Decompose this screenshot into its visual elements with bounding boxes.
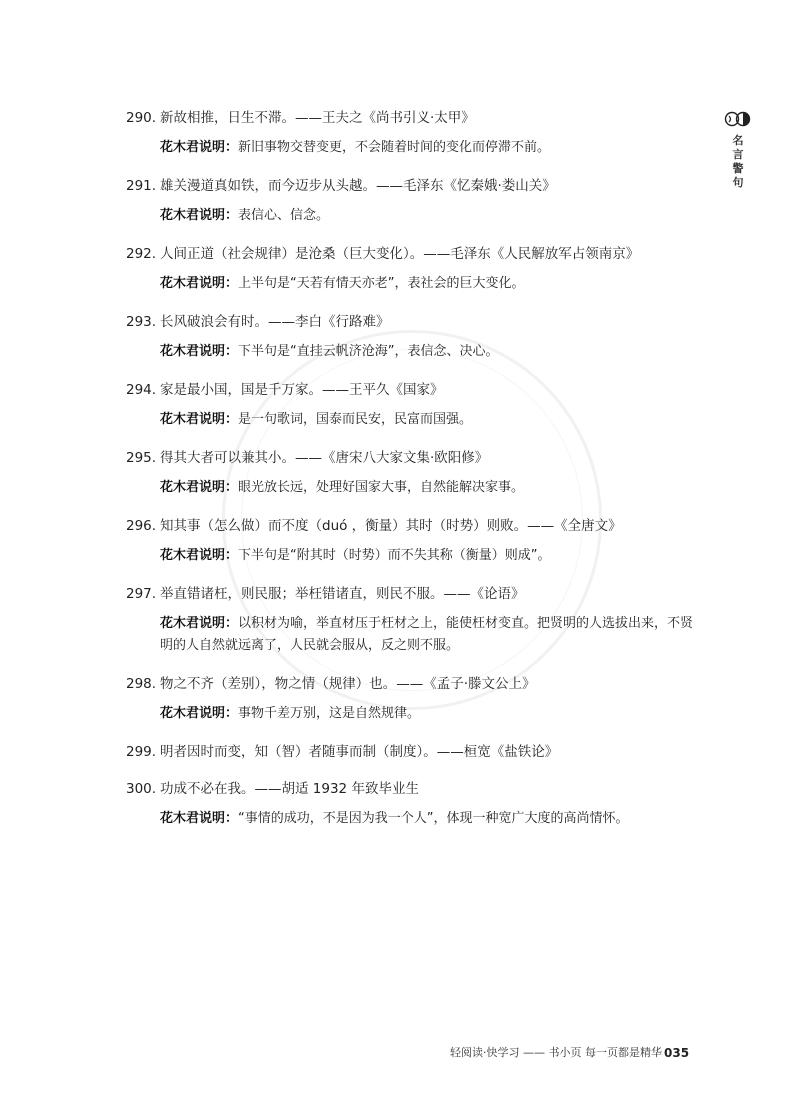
quote-text: 举直错诸枉，则民服；举枉错诸直，则民不服。——《论语》 (160, 586, 525, 602)
footer-slogan: 轻阅读·快学习 —— 书小页 每一页都是精华 (450, 1046, 662, 1059)
explanation-label: 花木君说明： (160, 412, 239, 427)
page-footer (0, 1044, 800, 1064)
quote-number: 290. (126, 110, 157, 126)
quote-text: 得其大者可以兼其小。——《唐宋八大家文集·欧阳修》 (160, 450, 489, 466)
explanation-label: 花木君说明： (160, 548, 239, 563)
quote-number: 299. (126, 744, 157, 760)
quote-entry (126, 312, 696, 363)
explanation-label: 花木君说明： (160, 276, 239, 291)
quote-line (126, 244, 696, 264)
quote-line (126, 312, 696, 332)
quote-entry (126, 448, 696, 499)
explanation (160, 703, 696, 725)
explanation-text: 事物千差万别，这是自然规律。 (238, 706, 421, 721)
quote-number: 294. (126, 382, 157, 398)
quote-entry (126, 108, 696, 159)
explanation-label: 花木君说明： (160, 616, 239, 631)
explanation (160, 205, 696, 227)
explanation-text: 下半句是“附其时（时势）而不失其称（衡量）则成”。 (238, 548, 551, 563)
section-side-tab (722, 110, 754, 190)
explanation-label: 花木君说明： (160, 480, 239, 495)
quote-entry (126, 779, 696, 830)
explanation (160, 477, 696, 499)
page-number: 035 (664, 1046, 690, 1060)
explanation (160, 273, 696, 295)
quote-line (126, 674, 696, 694)
explanation (160, 409, 696, 431)
quote-entry (126, 176, 696, 227)
quote-number: 291. (126, 178, 157, 194)
moon-phase-icon (724, 110, 752, 128)
quote-text: 明者因时而变，知（智）者随事而制（制度）。——桓宽《盐铁论》 (160, 744, 559, 760)
quote-entry (126, 244, 696, 295)
quote-line (126, 108, 696, 128)
quote-entry (126, 584, 696, 657)
quote-entry (126, 742, 696, 762)
explanation-label: 花木君说明： (160, 208, 239, 223)
explanation (160, 341, 696, 363)
explanation-text: 上半句是“天若有情天亦老”，表社会的巨大变化。 (238, 276, 525, 291)
quote-text: 家是最小国，国是千万家。——王平久《国家》 (160, 382, 444, 398)
quote-number: 296. (126, 518, 157, 534)
explanation-text: 眼光放长远，处理好国家大事，自然能解决家事。 (238, 480, 525, 495)
explanation (160, 545, 696, 567)
quote-entry (126, 516, 696, 567)
explanation (160, 137, 696, 159)
explanation-label: 花木君说明： (160, 344, 239, 359)
quote-text: 雄关漫道真如铁，而今迈步从头越。——毛泽东《忆秦娥·娄山关》 (160, 178, 556, 194)
quote-number: 298. (126, 676, 157, 692)
quote-text: 新故相推，日生不滞。——王夫之《尚书引义·太甲》 (160, 110, 475, 126)
quote-line (126, 448, 696, 468)
quote-number: 295. (126, 450, 157, 466)
explanation-label: 花木君说明： (160, 706, 239, 721)
explanation (160, 613, 696, 657)
quote-number: 300. (126, 781, 157, 797)
quote-number: 293. (126, 314, 157, 330)
quote-text: 长风破浪会有时。——李白《行路难》 (160, 314, 390, 330)
quote-line (126, 380, 696, 400)
quote-entry (126, 380, 696, 431)
quote-number: 292. (126, 246, 157, 262)
explanation-text: 新旧事物交替变更，不会随着时间的变化而停滞不前。 (238, 140, 551, 155)
quote-line (126, 742, 696, 762)
explanation-text: “事情的成功，不是因为我一个人”，体现一种宽广大度的高尚情怀。 (238, 811, 629, 826)
section-label: 名言警句 (732, 134, 744, 189)
quote-text: 功成不必在我。——胡适 1932 年致毕业生 (160, 781, 419, 797)
quote-line (126, 779, 696, 799)
quote-line (126, 516, 696, 536)
quote-line (126, 584, 696, 604)
explanation-text: 以积材为喻，举直材压于枉材之上，能使枉材变直。把贤明的人选拔出来，不贤明的人自然就远离了，人民就会服从，反之则不服。 (160, 616, 694, 653)
quote-number: 297. (126, 586, 157, 602)
explanation-label: 花木君说明： (160, 140, 239, 155)
explanation (160, 808, 696, 830)
explanation-text: 下半句是“直挂云帆济沧海”，表信念、决心。 (238, 344, 499, 359)
quote-text: 知其事（怎么做）而不度（duó ，衡量）其时（时势）则败。——《全唐文》 (160, 518, 622, 534)
quote-text: 人间正道（社会规律）是沧桑（巨大变化）。——毛泽东《人民解放军占领南京》 (160, 246, 640, 262)
explanation-label: 花木君说明： (160, 811, 239, 826)
explanation-text: 表信心、信念。 (238, 208, 330, 223)
explanation-text: 是一句歌词，国泰而民安，民富而国强。 (238, 412, 473, 427)
quote-text: 物之不齐（差别），物之情（规律）也。——《孟子·滕文公上》 (160, 676, 536, 692)
quote-entry (126, 674, 696, 725)
quote-list (126, 108, 696, 847)
quote-line (126, 176, 696, 196)
